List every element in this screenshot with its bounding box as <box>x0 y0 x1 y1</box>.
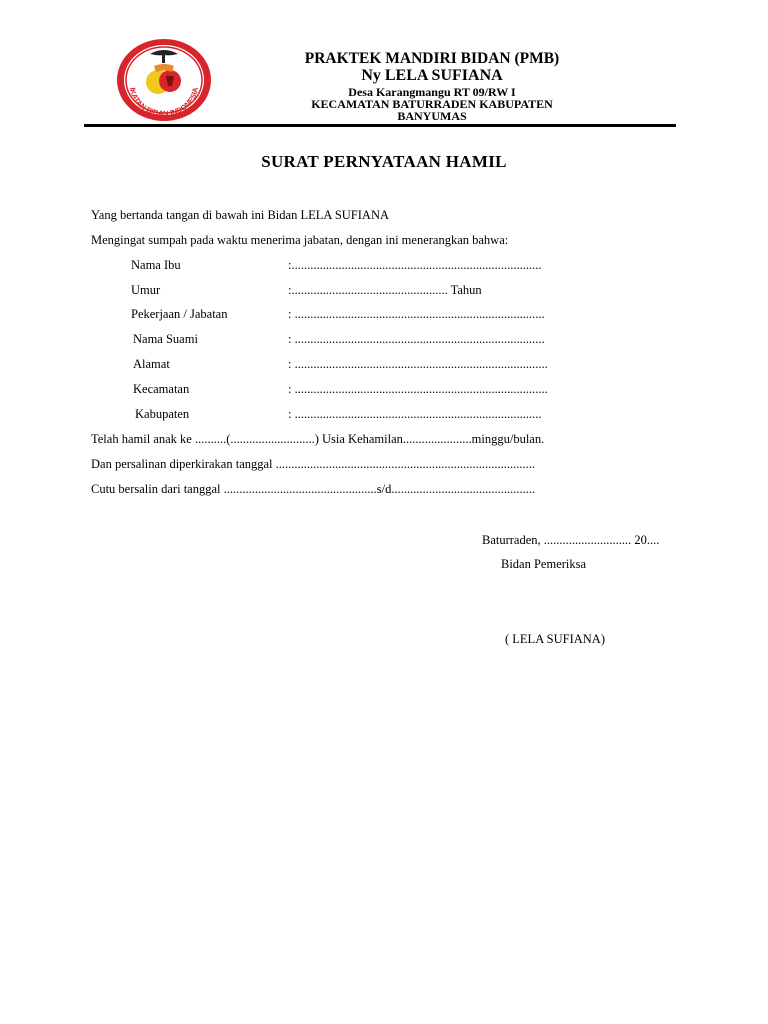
logo-lamp-stem <box>162 55 165 63</box>
field-value-nama-suami: : ................................................................................ <box>288 332 545 346</box>
field-value-umur: :.................................................. Tahun <box>288 283 482 297</box>
field-value-alamat: : ................................................................................. <box>288 357 548 371</box>
intro-line-1: Yang bertanda tangan di bawah ini Bidan LELA SUFIANA <box>91 208 389 222</box>
signature-place-date: Baturraden, ............................ 20.... <box>482 533 660 547</box>
signature-role: Bidan Pemeriksa <box>501 557 587 571</box>
field-label-nama-suami: Nama Suami <box>133 332 198 346</box>
header-divider <box>84 124 676 127</box>
header-district: KECAMATAN BATURRADEN KABUPATEN <box>311 97 553 111</box>
pregnancy-line: Telah hamil anak ke ..........(...........................) Usia Kehamilan......................minggu/bulan. <box>91 432 545 446</box>
field-value-pekerjaan: : ................................................................................ <box>288 307 545 321</box>
header-clinic-name: PRAKTEK MANDIRI BIDAN (PMB) <box>304 50 560 67</box>
field-label-alamat: Alamat <box>133 357 170 371</box>
maternity-leave-line: Cutu bersalin dari tanggal .................................................s/d.............................................. <box>91 482 536 496</box>
header-regency: BANYUMAS <box>397 109 467 123</box>
header-address: Desa Karangmangu RT 09/RW I <box>348 85 516 99</box>
signature-name: ( LELA SUFIANA) <box>505 632 605 646</box>
header-midwife-name: Ny LELA SUFIANA <box>361 67 503 84</box>
field-label-pekerjaan: Pekerjaan / Jabatan <box>131 307 228 321</box>
field-label-kecamatan: Kecamatan <box>133 382 190 396</box>
field-value-kecamatan: : ................................................................................. <box>288 382 548 396</box>
field-value-kabupaten: : ............................................................................... <box>288 407 542 421</box>
document-title: SURAT PERNYATAAN HAMIL <box>261 152 507 171</box>
ibi-logo <box>114 36 214 124</box>
field-label-nama-ibu: Nama Ibu <box>131 258 181 272</box>
delivery-estimate-line: Dan persalinan diperkirakan tanggal ................................................................................... <box>91 457 536 471</box>
intro-line-2: Mengingat sumpah pada waktu menerima jabatan, dengan ini menerangkan bahwa: <box>91 233 509 247</box>
field-label-kabupaten: Kabupaten <box>135 407 190 421</box>
field-label-umur: Umur <box>131 283 161 297</box>
logo-text: IKATAN BIDAN INDONESIA <box>128 86 201 119</box>
field-value-nama-ibu: :................................................................................ <box>288 258 542 272</box>
